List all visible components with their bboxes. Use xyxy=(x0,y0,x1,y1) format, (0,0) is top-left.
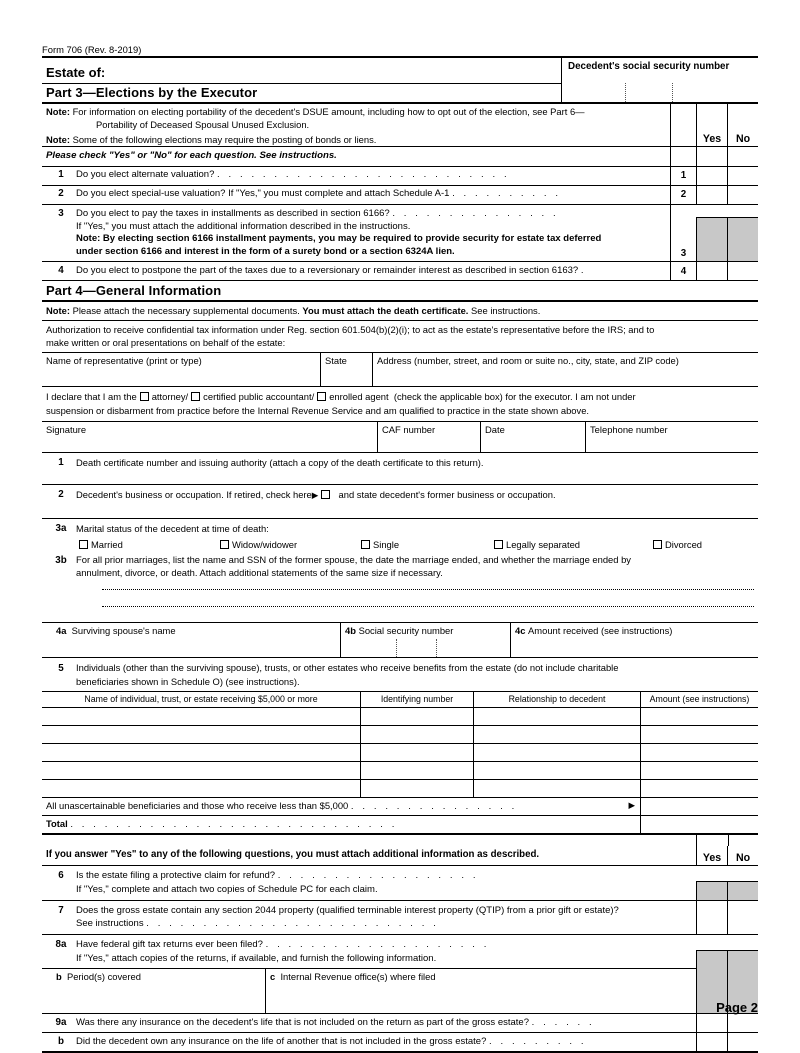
unascertainable-label: All unascertainable beneficiaries and those who receive less than $5,000 xyxy=(46,800,349,812)
ssn-divider-tick-2 xyxy=(672,83,673,102)
question-1-number: 1 xyxy=(58,169,64,181)
item-8c-number: c xyxy=(270,971,276,983)
question-7-line-2: See instructions xyxy=(76,918,144,930)
part4-note xyxy=(42,302,758,320)
widow-checkbox[interactable] xyxy=(220,540,229,549)
question-6-yes-cell[interactable] xyxy=(696,881,727,899)
ssn-box[interactable] xyxy=(561,58,758,83)
marital-option-widow[interactable] xyxy=(217,539,358,550)
question-4-yes-cell[interactable] xyxy=(696,262,727,280)
question-3-line-3: Note: By electing section 6166 installment payments, you may be required to provide security for estate tax deferred xyxy=(76,233,602,245)
question-6-no-cell[interactable] xyxy=(727,881,758,899)
item-8b-label: Period(s) covered xyxy=(66,971,141,983)
authorization-block xyxy=(42,321,758,352)
item-5-line-1-wrap xyxy=(46,662,754,675)
question-row-1 xyxy=(42,167,758,185)
beneficiary-col-name: Name of individual, trust, or estate receiving $5,000 or more xyxy=(84,694,318,705)
marital-label-married: Married xyxy=(91,538,123,550)
marital-option-married[interactable] xyxy=(76,539,217,550)
item-3a-row xyxy=(42,519,758,552)
question-8a-line-2: If "Yes," attach copies of the returns, if available, and furnish the following information. xyxy=(76,952,437,964)
item-1-text: Death certificate number and issuing authority (attach a copy of the death certificate to this return). xyxy=(76,456,484,468)
part3-instruction: Please check "Yes" or "No" for each question. See instructions. xyxy=(46,150,337,162)
question-row-4 xyxy=(42,262,758,280)
signature-cell[interactable] xyxy=(42,422,377,452)
question-8a-leader: . . . . . . . . . . . . . . . . . . . . xyxy=(265,938,490,950)
instruction-no-cell xyxy=(727,147,758,166)
lower-banner-row xyxy=(42,846,758,865)
part3-header-wrap xyxy=(42,83,758,102)
item-4b-label: Social security number xyxy=(358,625,454,637)
question-4-line-1: Do you elect to postpone the part of the taxes due to a reversionary or remainder interest as described in section 6163? xyxy=(76,264,579,276)
question-3-num-cell: 3 xyxy=(670,205,696,262)
question-9a-text xyxy=(42,1014,696,1032)
beneficiary-id-cell[interactable] xyxy=(360,726,473,743)
declaration-option-1: attorney/ xyxy=(151,391,189,403)
beneficiary-id-cell[interactable] xyxy=(360,762,473,779)
question-2-text xyxy=(42,186,670,204)
question-8a-text xyxy=(42,935,696,968)
item-8bc-cells xyxy=(42,968,696,1013)
item-5-number: 5 xyxy=(58,663,64,675)
authorization-line-2: make written or oral presentations on behalf of the estate: xyxy=(46,336,286,348)
question-row-3 xyxy=(42,205,758,262)
item-2-text-a: Decedent's business or occupation. If retired, check here xyxy=(76,488,312,500)
married-checkbox[interactable] xyxy=(79,540,88,549)
unascertainable-label-cell xyxy=(42,798,640,815)
divorced-checkbox[interactable] xyxy=(653,540,662,549)
question-6-line-2: If "Yes," complete and attach two copies of Schedule PC for each claim. xyxy=(76,884,378,896)
yesno-header-group xyxy=(670,104,758,146)
item-4c-label: Amount received (see instructions) xyxy=(528,625,673,637)
beneficiary-amount-cell[interactable] xyxy=(640,726,758,743)
lower-yes-column-header: Yes xyxy=(696,846,727,865)
signature-header: Signature xyxy=(46,423,87,435)
question-9a-yes-cell[interactable] xyxy=(696,1014,727,1032)
item-1-row[interactable] xyxy=(42,453,758,484)
item-8bc-row xyxy=(42,968,758,1013)
unascertainable-row xyxy=(42,798,758,815)
question-9a-no-cell[interactable] xyxy=(727,1014,758,1032)
question-4-text xyxy=(42,262,670,280)
question-3-leader: . . . . . . . . . . . . . . . xyxy=(392,207,559,219)
part4-note-text-c: See instructions. xyxy=(471,305,541,317)
item-3b-dotted-line-2[interactable] xyxy=(102,606,754,607)
item-5-line-1: Individuals (other than the surviving spouse), trusts, or other estates who receive benefits from the estate (do not include charitable xyxy=(76,662,619,674)
question-3-line-1: Do you elect to pay the taxes in installments as described in section 6166? xyxy=(76,207,390,219)
right-arrow-icon: ▶ xyxy=(311,489,319,500)
item-1-number: 1 xyxy=(58,456,64,468)
beneficiary-amount-cell[interactable] xyxy=(640,708,758,725)
item-4-row xyxy=(42,623,758,657)
declaration-line-2: suspension or disbarment from practice before the Internal Revenue Service and am qualified to practice in the state shown above. xyxy=(46,404,590,416)
gap-before-banner xyxy=(42,835,758,846)
marital-option-single[interactable] xyxy=(358,539,491,550)
declaration-part-1: I declare that I am the xyxy=(46,391,137,403)
beneficiary-amount-cell[interactable] xyxy=(640,780,758,797)
total-amount-cell[interactable] xyxy=(640,816,758,833)
question-1-no-cell[interactable] xyxy=(727,167,758,185)
part3-instruction-row xyxy=(42,147,758,166)
declaration-option-2: certified public accountant/ xyxy=(203,391,315,403)
item-3b-line-1-wrap xyxy=(46,554,754,567)
part3-notes-text xyxy=(42,104,673,146)
beneficiary-name-cell[interactable] xyxy=(42,708,360,725)
estate-of-label: Estate of: xyxy=(46,65,106,80)
beneficiary-name-cell[interactable] xyxy=(42,744,360,761)
representative-row xyxy=(42,353,758,386)
question-4-num-cell: 4 xyxy=(670,262,696,280)
rep-name-cell[interactable] xyxy=(42,353,320,386)
item-8b-number: b xyxy=(56,971,62,983)
part4-note-label: Note: xyxy=(46,305,70,317)
question-4-number: 4 xyxy=(58,264,64,276)
lower-yesno-col-top xyxy=(696,835,758,846)
question-7-leader: . . . . . . . . . . . . . . . . . . . . . . . . . . xyxy=(146,918,439,930)
question-9b-number: b xyxy=(58,1035,64,1047)
question-4-no-cell[interactable] xyxy=(727,262,758,280)
total-label: Total xyxy=(46,818,68,830)
telephone-cell[interactable] xyxy=(585,422,758,452)
beneficiary-amount-cell[interactable] xyxy=(640,762,758,779)
ssn-4b-divider-tick-2 xyxy=(436,639,437,657)
beneficiary-id-cell[interactable] xyxy=(360,744,473,761)
item-8c-cell[interactable] xyxy=(265,968,696,1013)
item-3a-question xyxy=(46,523,754,534)
question-row-9a xyxy=(42,1014,758,1032)
part4-note-text-a: Please attach the necessary supplemental documents. xyxy=(72,305,300,317)
beneficiary-relationship-cell[interactable] xyxy=(473,744,640,761)
ssn-divider-tick-1 xyxy=(625,83,626,102)
item-4c-number: 4c xyxy=(515,625,526,637)
beneficiary-id-cell[interactable] xyxy=(360,708,473,725)
beneficiary-name-cell[interactable] xyxy=(42,726,360,743)
item-4a-label: Surviving spouse's name xyxy=(71,625,176,637)
question-8a-line-1-wrap xyxy=(46,938,694,952)
item-5-row xyxy=(42,658,758,691)
total-label-cell xyxy=(42,816,640,833)
note-2-label: Note: xyxy=(46,133,70,145)
beneficiary-data-row[interactable] xyxy=(42,762,758,779)
question-2-line-1: Do you elect special-use valuation? If "Yes," you must complete and attach Schedule A-1 xyxy=(76,188,450,200)
ssn-entry[interactable] xyxy=(561,83,758,102)
question-9b-line: Did the decedent own any insurance on the life of another that is not included in the gross estate? xyxy=(76,1035,487,1047)
question-8a-line-1: Have federal gift tax returns ever been filed? xyxy=(76,938,263,950)
declaration-option-3: enrolled agent xyxy=(329,391,389,403)
beneficiary-data-row[interactable] xyxy=(42,708,758,725)
question-7-number: 7 xyxy=(58,904,64,916)
item-2-text-b: and state decedent's former business or occupation. xyxy=(338,488,556,500)
question-1-num-cell: 1 xyxy=(670,167,696,185)
qnum-col-spacer xyxy=(670,104,696,146)
beneficiary-col-amount: Amount (see instructions) xyxy=(640,692,758,707)
beneficiary-relationship-cell[interactable] xyxy=(473,762,640,779)
beneficiary-data-row[interactable] xyxy=(42,780,758,797)
declaration-part-2: (check the applicable box) for the executor. I am not under xyxy=(393,391,636,403)
enrolled-agent-checkbox[interactable] xyxy=(317,392,326,401)
item-3b-writein-area[interactable] xyxy=(42,579,758,607)
date-header: Date xyxy=(485,423,505,435)
marital-option-separated[interactable] xyxy=(491,539,650,550)
ssn-label: Decedent's social security number xyxy=(568,61,730,72)
question-2-number: 2 xyxy=(58,188,64,200)
beneficiary-header-row xyxy=(42,692,758,707)
note-1-label: Note: xyxy=(46,106,70,117)
beneficiary-data-row[interactable] xyxy=(42,744,758,761)
question-3-yes-cell[interactable] xyxy=(696,217,727,262)
question-9b-yes-cell[interactable] xyxy=(696,1033,727,1051)
lower-banner-text: If you answer "Yes" to any of the following questions, you must attach additional information as described. xyxy=(46,849,540,861)
item-3a-text: Marital status of the decedent at time of death: xyxy=(76,522,269,534)
note-1-cont: Portability of Deceased Spousal Unused Exclusion. xyxy=(96,118,310,130)
instruction-yes-cell xyxy=(696,147,727,166)
question-8a-yes-cell[interactable] xyxy=(696,950,727,968)
question-6-leader: . . . . . . . . . . . . . . . . . . xyxy=(277,870,479,882)
beneficiary-id-cell[interactable] xyxy=(360,780,473,797)
date-cell[interactable] xyxy=(480,422,585,452)
declaration-block xyxy=(42,387,758,420)
part3-heading: Part 3—Elections by the Executor xyxy=(46,85,258,100)
item-4c-cell[interactable] xyxy=(510,623,758,657)
question-3-line-4: under section 6166 and interest in the form of a surety bond or a section 6324A lien. xyxy=(76,245,455,257)
note-2-text: Some of the following elections may require the posting of bonds or liens. xyxy=(72,133,377,145)
question-1-text xyxy=(42,167,670,185)
question-9b-text xyxy=(42,1033,696,1051)
rep-address-cell[interactable] xyxy=(372,353,758,386)
attorney-checkbox[interactable] xyxy=(140,392,149,401)
rep-name-header: Name of representative (print or type) xyxy=(46,355,202,367)
total-leader: . . . . . . . . . . . . . . . . . . . . . . . . . . . . . xyxy=(70,819,398,831)
question-row-8a xyxy=(42,935,758,968)
item-4b-number: 4b xyxy=(345,625,356,637)
page-number: Page 2 xyxy=(716,1000,758,1015)
question-6-text xyxy=(42,866,696,899)
question-7-line-2-wrap xyxy=(46,917,694,930)
question-4-leader: . xyxy=(580,264,587,276)
beneficiary-data-row[interactable] xyxy=(42,726,758,743)
marital-label-divorced: Divorced xyxy=(665,538,702,550)
question-3-text xyxy=(42,205,670,262)
question-2-num-cell: 2 xyxy=(670,186,696,204)
question-9a-number: 9a xyxy=(55,1016,67,1028)
question-row-6 xyxy=(42,866,758,899)
beneficiary-relationship-cell[interactable] xyxy=(473,780,640,797)
marital-label-separated: Legally separated xyxy=(506,538,581,550)
no-column-header: No xyxy=(727,104,758,146)
question-7-line-1-wrap xyxy=(46,904,694,918)
form-body xyxy=(42,56,758,1053)
item-4a-number: 4a xyxy=(56,625,67,637)
item-8c-label: Internal Revenue office(s) where filed xyxy=(280,971,436,983)
unascertainable-leader: . . . . . . . . . . . . . . . xyxy=(350,801,518,813)
estate-ssn-band xyxy=(42,58,758,83)
part4-note-text-b: You must attach the death certificate. xyxy=(302,305,469,317)
rep-address-header: Address (number, street, and room or suite no., city, state, and ZIP code) xyxy=(377,355,679,367)
question-8a-no-cell[interactable] xyxy=(727,950,758,968)
question-3-no-cell[interactable] xyxy=(727,217,758,262)
rep-state-cell[interactable] xyxy=(320,353,372,386)
ssn-4b-divider-tick-1 xyxy=(396,639,397,657)
item-4a-cell[interactable] xyxy=(42,623,340,657)
question-1-yes-cell[interactable] xyxy=(696,167,727,185)
question-1-leader: . . . . . . . . . . . . . . . . . . . . . . . . . . xyxy=(217,169,510,181)
item-3b-dotted-line-1[interactable] xyxy=(102,589,754,590)
question-3-line-2: If "Yes," you must attach the additional information described in the instructions. xyxy=(76,220,411,232)
rep-state-header: State xyxy=(325,355,347,367)
item-8b-cell[interactable] xyxy=(42,968,265,1013)
question-row-9b xyxy=(42,1033,758,1051)
lower-yesno-divider-top xyxy=(728,835,729,846)
note-1-text: For information on electing portability of the decedent's DSUE amount, including how to opt out of the election, see Part 6— xyxy=(72,106,585,117)
unascertainable-arrow-icon: ▶ xyxy=(628,800,635,811)
single-checkbox[interactable] xyxy=(361,540,370,549)
caf-cell[interactable] xyxy=(377,422,480,452)
caf-header: CAF number xyxy=(382,423,436,435)
declaration-line-1 xyxy=(46,390,754,404)
signature-row xyxy=(42,422,758,452)
question-9b-leader: . . . . . . . . . xyxy=(489,1035,587,1047)
item-3b-line-1: For all prior marriages, list the name and SSN of the former spouse, the date the marriage ended, and whether the marriage ended by xyxy=(76,553,631,565)
question-6-line-1: Is the estate filing a protective claim for refund? xyxy=(76,870,276,882)
part3-notes-block xyxy=(42,104,758,146)
question-row-2 xyxy=(42,186,758,204)
legally-separated-checkbox[interactable] xyxy=(494,540,503,549)
item-3b-number: 3b xyxy=(55,554,67,566)
question-3-line-1-wrap xyxy=(46,208,668,221)
lower-no-column-header: No xyxy=(727,846,758,865)
beneficiary-col-relationship: Relationship to decedent xyxy=(473,692,640,707)
beneficiary-amount-cell[interactable] xyxy=(640,744,758,761)
item-5-line-2: beneficiaries shown in Schedule O) (see instructions). xyxy=(76,675,300,687)
question-8a-number: 8a xyxy=(55,938,67,950)
beneficiary-relationship-cell[interactable] xyxy=(473,708,640,725)
question-9b-no-cell[interactable] xyxy=(727,1033,758,1051)
retired-checkbox[interactable] xyxy=(321,490,330,499)
beneficiary-name-cell[interactable] xyxy=(42,762,360,779)
question-9a-leader: . . . . . . xyxy=(531,1016,595,1028)
item-3b-row xyxy=(42,552,758,580)
question-7-yes-cell[interactable] xyxy=(696,901,727,934)
note-1 xyxy=(42,104,673,119)
question-2-leader: . . . . . . . . . . xyxy=(452,188,562,200)
question-7-text xyxy=(42,901,696,934)
note-2 xyxy=(42,132,673,147)
question-9a-line: Was there any insurance on the decedent's life that is not included on the return as part of the gross estate? xyxy=(76,1016,529,1028)
item-3a-number: 3a xyxy=(55,522,67,534)
cpa-checkbox[interactable] xyxy=(191,392,200,401)
question-2-no-cell[interactable] xyxy=(727,186,758,204)
beneficiary-col-id: Identifying number xyxy=(360,692,473,707)
item-3b-line-2: annulment, divorce, or death. Attach additional statements of the same size if necessary. xyxy=(76,566,443,578)
marital-label-widow: Widow/widower xyxy=(232,538,298,550)
item-4b-cell[interactable] xyxy=(340,623,510,657)
total-row xyxy=(42,816,758,833)
beneficiary-name-cell[interactable] xyxy=(42,780,360,797)
question-6-line-1-wrap xyxy=(46,869,694,883)
question-1-line-1: Do you elect alternate valuation? xyxy=(76,169,215,181)
question-7-line-1: Does the gross estate contain any section 2044 property (qualified terminable interest property (QTIP) from a prior gift or estate)? xyxy=(76,904,619,916)
question-2-yes-cell[interactable] xyxy=(696,186,727,204)
unascertainable-amount-cell[interactable] xyxy=(640,798,758,815)
question-7-no-cell[interactable] xyxy=(727,901,758,934)
question-row-7 xyxy=(42,901,758,934)
part4-heading: Part 4—General Information xyxy=(46,283,222,299)
marital-label-single: Single xyxy=(373,538,400,550)
item-2-row[interactable] xyxy=(42,485,758,518)
yes-column-header: Yes xyxy=(696,104,727,146)
telephone-header: Telephone number xyxy=(590,423,668,435)
form-number: Form 706 (Rev. 8-2019) xyxy=(42,44,142,55)
question-3-number: 3 xyxy=(58,207,64,219)
question-6-number: 6 xyxy=(58,870,64,882)
authorization-line-1: Authorization to receive confidential tax information under Reg. section 601.504(b)(2)(i); to act as the estate's representative before the IRS; and to xyxy=(46,323,655,335)
marital-status-options xyxy=(46,534,754,550)
instruction-num-cell xyxy=(670,147,696,166)
beneficiary-relationship-cell[interactable] xyxy=(473,726,640,743)
item-2-number: 2 xyxy=(58,488,64,500)
marital-option-divorced[interactable] xyxy=(650,539,702,550)
rule-under-question-8a xyxy=(42,968,696,969)
